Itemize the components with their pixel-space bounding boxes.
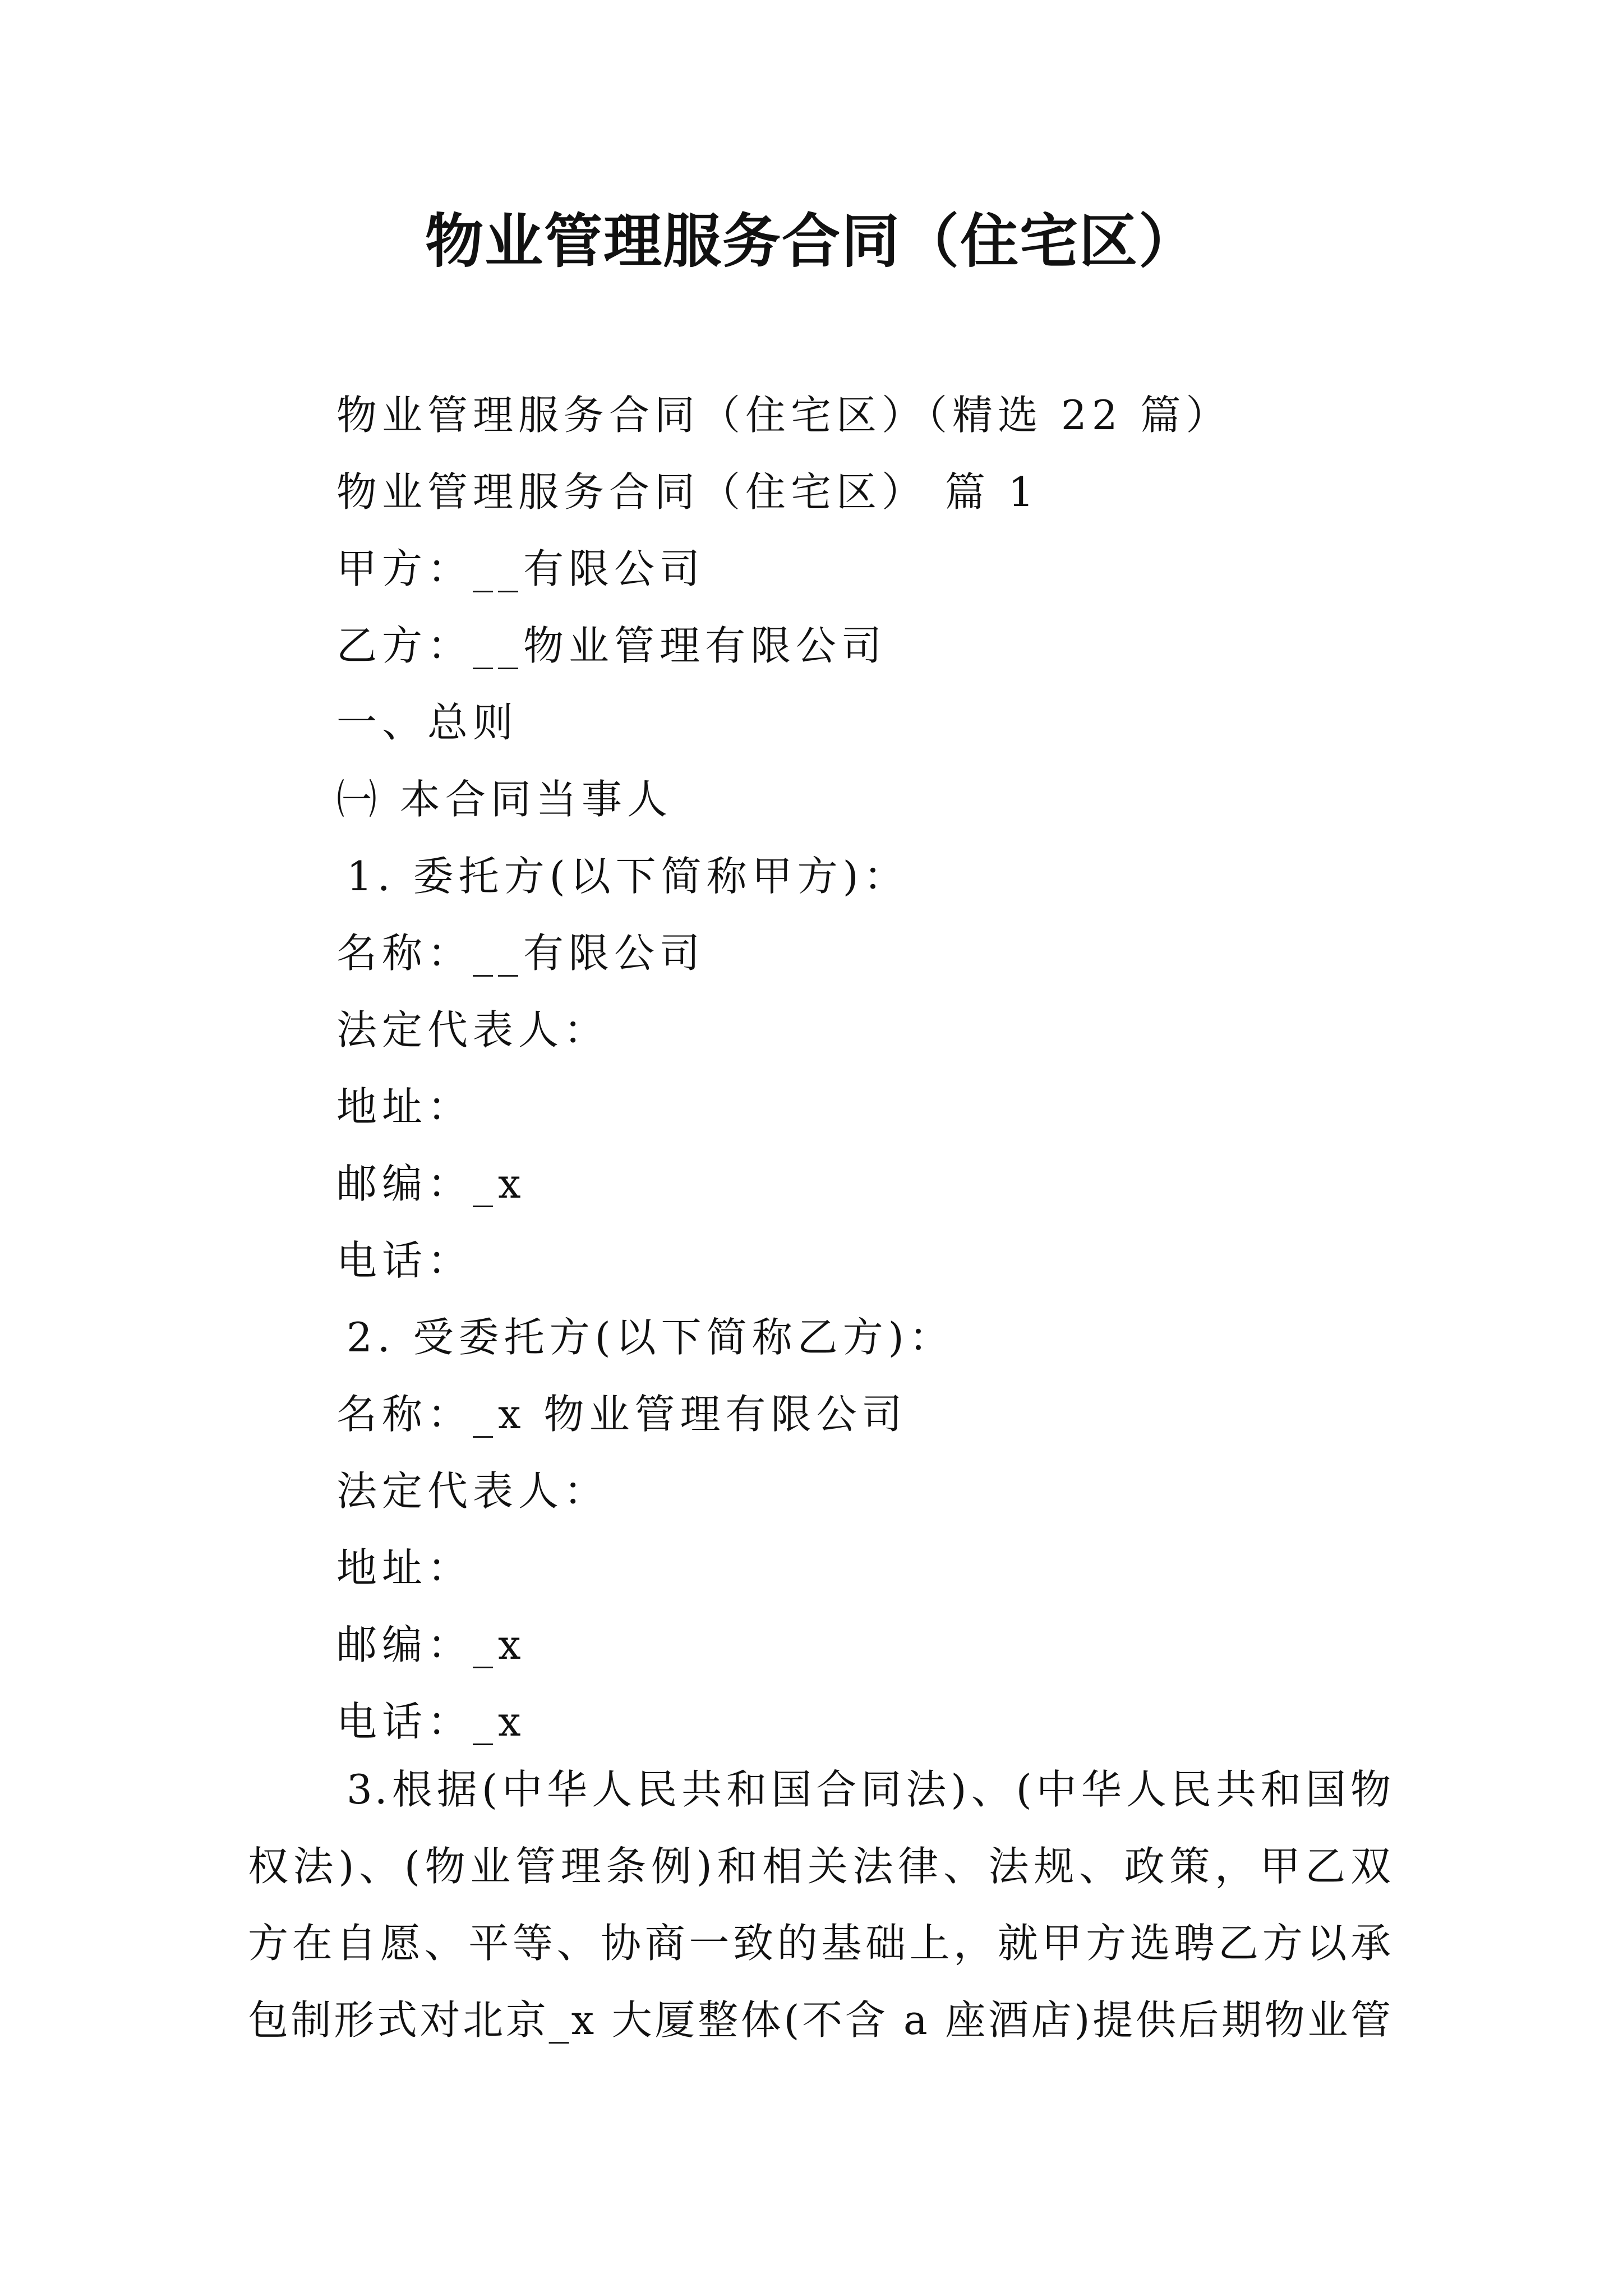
clause-heading: ㈠ 本合同当事人 <box>336 776 672 823</box>
party-b-phone: 电话：_x <box>336 1698 526 1745</box>
party-a-line: 甲方：__有限公司 <box>336 545 706 592</box>
party-a-name: 名称：__有限公司 <box>336 930 706 977</box>
paragraph-line: 权法)、(物业管理条例)和相关法律、法规、政策，甲乙双 <box>248 1843 1393 1890</box>
party-b-representative: 法定代表人： <box>336 1467 610 1515</box>
item-heading: 2. 受委托方(以下简称乙方)： <box>347 1314 955 1361</box>
paragraph-line: 包制形式对北京_x 大厦整体(不含 a 座酒店)提供后期物业管 <box>248 1996 1393 2044</box>
party-a-postcode: 邮编：_x <box>336 1160 526 1207</box>
chapter-heading: 一、总则 <box>336 699 519 746</box>
party-a-address: 地址： <box>336 1083 473 1130</box>
party-a-phone: 电话： <box>336 1237 473 1284</box>
party-b-line: 乙方：__物业管理有限公司 <box>336 622 887 669</box>
party-b-postcode: 邮编：_x <box>336 1621 526 1668</box>
item-heading: 1. 委托方(以下简称甲方)： <box>347 853 909 900</box>
document-body <box>336 377 1402 1760</box>
paragraph-line: 方在自愿、平等、协商一致的基础上，就甲方选聘乙方以承 <box>248 1920 1393 1967</box>
party-b-name: 名称：_x 物业管理有限公司 <box>336 1391 907 1438</box>
basis-paragraph <box>248 1751 1393 2059</box>
section-heading: 物业管理服务合同（住宅区） 篇 1 <box>336 468 1039 516</box>
party-a-representative: 法定代表人： <box>336 1006 610 1053</box>
paragraph-line: 3.根据(中华人民共和国合同法)、(中华人民共和国物 <box>347 1766 1393 1813</box>
document-title: 物业管理服务合同（住宅区） <box>425 206 1198 275</box>
party-b-address: 地址： <box>336 1544 473 1591</box>
subtitle-line: 物业管理服务合同（住宅区）（精选 22 篇） <box>336 392 1232 439</box>
